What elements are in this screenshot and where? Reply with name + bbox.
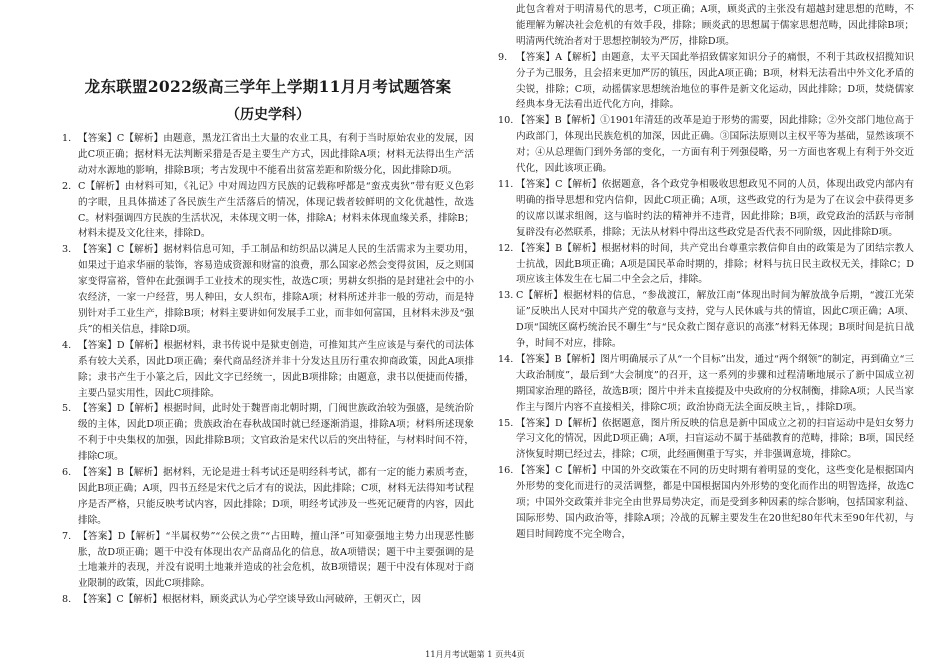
answer-item-2 bbox=[62, 179, 474, 243]
item-text: 【答案】D【解析】根据时间，此时处于魏晋南北朝时期，门阀世族政治较为强盛，是统治阶级的主体，因此D项正确；贵族政治在春秋战国时就已经逐渐消退，排除A项；材料所述现象不利于中央集权的加强，因此排除B项；文官政治是宋代以后的突出特征，与材料时间不符，排除C项。 bbox=[78, 403, 474, 463]
answer-item-10 bbox=[498, 113, 914, 177]
answer-item-13 bbox=[498, 288, 914, 352]
right-column bbox=[498, 2, 914, 543]
item-number: 4. bbox=[62, 339, 72, 351]
answer-item-1 bbox=[62, 131, 474, 179]
item-text: 【答案】C【解析】据材料信息可知，手工制品和纺织品以满足人民的生活需求为主要功用，如果过于追求华丽的装饰，容易造成资源和财富的浪费，那么国家必然会变得贫困，反之则国家变得富裕，管仲在此强调手工业技术的现实性，故选C项；男耕女织指的是封建社会中的小农经济，一家一户经营，男人种田，女人织布，排除A项；材料所述并非一般的劳动，而是特别针对手工业生产，排除B项；材料主要讲如何发展手工业，而非如何富国，且材料未涉及“强兵”的相关信息，排除D项。 bbox=[78, 244, 474, 335]
item-text: 【答案】B【解析】据材料，无论是进士科考试还是明经科考试，都有一定的能力素质考查，因此B项正确；A项，四书五经是宋代之后才有的说法，因此排除；C项，材料无法得知考试程序是否严格，只能反映考试内容，因此排除；D项，明经考试涉及一些死记硬背的内容，因此排除。 bbox=[78, 467, 474, 526]
item-number: 2. bbox=[62, 180, 72, 192]
item-number: 14. bbox=[498, 353, 514, 365]
answer-item-12 bbox=[498, 241, 914, 289]
item-text: C【解析】由材料可知，《礼记》中对周边四方民族的记载称呼都是“蛮戎夷狄”带有贬义色彩的字眼，且具体描述了各民族生产生活落后的情况，体现记载者较鲜明的文化优越性，故选C。材料强调四方民族的生活状况，未体现文明一体，排除A；材料未体现血缘关系，排除B；材料未提及文化往来，排除D。 bbox=[78, 180, 474, 240]
item-number: 8. bbox=[62, 594, 72, 606]
page-title: 龙东联盟2022级高三学年上学期11月月考试题答案 bbox=[84, 77, 452, 96]
answer-item-16 bbox=[498, 463, 914, 543]
item-text: 【答案】D【解析】依据题意，图片所反映的信息是新中国成立之初的扫盲运动中是妇女努力学习文化的情况，因此D项正确；A项，扫盲运动不属于基础教育的范畴，排除；B项，国民经济恢复时期已经过去，排除；C项，此经画侧重于写实，并非强调意境，排除C。 bbox=[516, 417, 914, 461]
page-subtitle: （历史学科） bbox=[226, 107, 310, 123]
answer-item-4 bbox=[62, 338, 474, 402]
item-number: 16. bbox=[498, 465, 514, 477]
answer-item-11 bbox=[498, 177, 914, 241]
item-number: 13. bbox=[498, 290, 514, 302]
item-text: 【答案】B【解析】①1901年清廷的改革是迫于形势的需要，因此排除；②外交部门地位高于内政部门，体现出民族危机的加深，因此正确。③国际法原则以主权平等为基础，显然该项不对；④从总理衙门到外务部的变化，一方面有利于列强侵略，另一方面也客观上有利于外交近代化，因此该项正确。 bbox=[516, 115, 914, 175]
item-text: 【答案】B【解析】根据材料的时间，共产党出台尊重宗教信仰自由的政策是为了团结宗教人士抗战，因此B项正确；A项是国民革命时期的，排除；材料与抗日民主政权无关，排除C；D项应该主体发生在七届二中全会之后，排除。 bbox=[516, 242, 914, 286]
item-number: 9. bbox=[498, 51, 508, 63]
item-text: 【答案】C【解析】由题意，黑龙江省出土大量的农业工具，有利于当时原始农业的发展，因此C项正确；据材料无法判断采猎是否是主要生产方式，因此排除A项；材料无法得出生产活动对水源地的影响，排除B项；考古发现中不能看出贫富差距和阶级分化，因此排除D项。 bbox=[78, 133, 474, 176]
item-number: 6. bbox=[62, 467, 72, 479]
answer-item-9 bbox=[498, 50, 914, 114]
answer-item-3 bbox=[62, 242, 474, 337]
item-number: 7. bbox=[62, 530, 72, 542]
item-number: 10. bbox=[498, 115, 514, 127]
answer-item-6 bbox=[62, 465, 474, 529]
left-column bbox=[62, 0, 474, 608]
item-text: 【答案】C【解析】依据题意，各个政党争相吸收思想政见不同的人员，体现出政党内部内有明确的指导思想和党内信仰，因此C项正确；A项，这些政党的行为是为了在议会中获得更多的议席以谋求组阁，这与临时约法的精神并不违背，因此排除；B项，政党政治的活跃与帝制复辟没有必然联系，排除；无法从材料中得出这些政党是否代表不同阶级，因此排除D项。 bbox=[516, 178, 914, 238]
item-number: 11. bbox=[498, 178, 514, 190]
item-number: 15. bbox=[498, 417, 514, 429]
item-number: 3. bbox=[62, 244, 72, 256]
item-number: 12. bbox=[498, 242, 514, 254]
page-footer: 11月月考试题第 1 页共4页 bbox=[425, 649, 525, 659]
answer-item-14 bbox=[498, 352, 914, 416]
item-number: 5. bbox=[62, 403, 72, 415]
item-text: 【答案】C【解析】根据材料，顾炎武认为心学空谈导致山河破碎，王朝灭亡，因 bbox=[78, 594, 422, 606]
continued-text: 此包含着对于明清易代的思考，C项正确；A项，顾炎武的主张没有超越封建思想的范畴，不能理解为解决社会危机的有效手段，排除；顾炎武的思想属于儒家思想范畴，因此排除B项；明清两代统治者对于思想控制较为严厉，排除D项。 bbox=[516, 4, 914, 47]
answer-item-5 bbox=[62, 401, 474, 465]
item-text: 【答案】D【解析】“半属权势”“公侯之贵”“占田畴，擅山泽”可知豪强地主势力出现恶性膨胀，故D项正确；题干中没有体现出农产品商品化的信息，故A项错误；题干中主要强调的是土地兼并的表现，并没有说明土地兼并造成的社会危机，故B项错误；题干中没有体现对于商业限制的政策，因此C项排除。 bbox=[78, 530, 474, 590]
item-number: 1. bbox=[62, 133, 72, 144]
answer-item-8 bbox=[62, 592, 474, 608]
item-text: 【答案】B【解析】图片明确展示了从“一个目标”出发，通过“两个纲领”的制定，再到确立“三大政治制度”，最后到“大会制度”的召开，这一系列的步骤和过程清晰地展示了新中国成立初期国家治理的路径，故选B项；图片中并未直接提及中央政府的分权制衡，排除A项；人民当家作主与图片内容不直接相关，排除C项；政治协商无法全面反映主旨，，排除D项。 bbox=[516, 353, 914, 413]
item-text: 【答案】A【解析】由题意，太平天国此举招致儒家知识分子的痛恨，不利于其政权招揽知识分子为己服务，且会招来更加严厉的镇压，因此A项正确；B项，材料无法看出中外文化矛盾的尖锐，排除；C项，动摇儒家思想统治地位的事件是新文化运动，因此排除；D项，焚烧儒家经典本身无法看出近代化方向，排除。 bbox=[516, 51, 914, 111]
answer-item-15 bbox=[498, 416, 914, 464]
item-text: C【解析】根据材料的信息，“参战渡江，解放江南”体现出时间为解放战争后期，“渡江光荣证”反映出人民对中国共产党的敬意与支持，党与人民休戚与共的情谊，因此C项正确；A项、D项“国统区腐朽统治民不聊生”与“民众救亡图存意识的高涨”材料无体现；B项时间是抗日战争，时间不对应，排除。 bbox=[516, 290, 914, 350]
item-text: 【答案】D【解析】根据材料，隶书传说中是狱吏创造，可推知其产生应该是与秦代的司法体系有较大关系，因此D项正确；秦代商品经济并非十分发达且历行重农抑商政策，因此A项排除；隶书产生于小篆之后，因此文字已经统一，因此B项排除；由题意，隶书以便捷而传播，主要凸显实用性，因此C项排除。 bbox=[78, 339, 474, 399]
answer-item-7 bbox=[62, 529, 474, 593]
item-text: 【答案】C【解析】中国的外交政策在不同的历史时期有着明显的变化，这些变化是根据国内外形势的变化而进行的灵活调整，都是中国根据国内外形势的变化而作出的明智选择，故选C项；中国外交政策并非完全由世界局势决定，而是受到多种因素的综合影响，包括国家利益、国际形势、国内政治等，排除A项；冷战的瓦解主要发生在20世纪80年代末至90年代初，与题目时间跨度不完全吻合， bbox=[516, 465, 914, 540]
